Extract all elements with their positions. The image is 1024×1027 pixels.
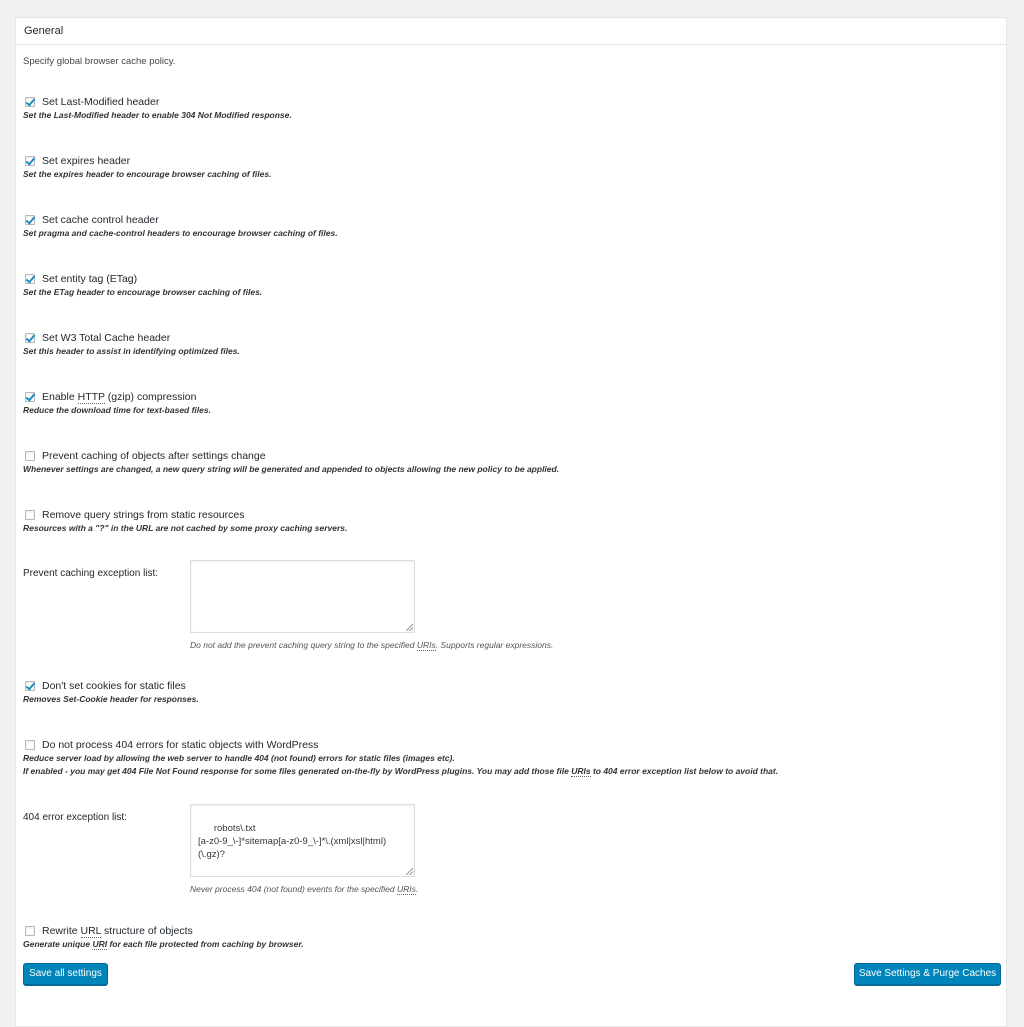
label-text-post: (gzip) compression [104,391,197,403]
option-label[interactable]: Don't set cookies for static files [42,680,186,692]
desc-text-pre: Never process 404 (not found) events for the specified [190,884,397,894]
uris-abbreviation: URIs [416,640,436,650]
save-purge-caches-button[interactable]: Save Settings & Purge Caches [854,963,1001,985]
option-cache-control [23,213,338,240]
http-abbreviation: HTTP [77,391,105,403]
w3tc-header-checkbox[interactable] [25,333,35,343]
option-etag [23,272,262,299]
option-prevent-caching-change [23,449,559,476]
option-label[interactable]: Set entity tag (ETag) [42,273,138,285]
gzip-checkbox[interactable] [25,392,35,402]
error-exception-textarea[interactable] [190,804,415,877]
option-label[interactable] [42,391,196,403]
last-modified-checkbox[interactable] [25,97,35,107]
intro-text: Specify global browser cache policy. [23,56,176,67]
option-description: Set the ETag header to encourage browser caching of files. [23,287,263,297]
option-no-404-processing [23,738,778,778]
no-cookies-checkbox[interactable] [25,681,35,691]
desc-text-pre: If enabled - you may get 404 File Not Found response for some files generated on-the-fly by WordPress plugins. You may add those file [23,766,572,776]
option-label[interactable]: Set cache control header [42,214,159,226]
option-last-modified [23,95,292,122]
option-label[interactable]: Do not process 404 errors for static objects with WordPress [42,739,319,751]
option-description: Set pragma and cache-control headers to encourage browser caching of files. [23,228,338,238]
option-description: Set the Last-Modified header to enable 304 Not Modified response. [23,110,292,120]
option-remove-query-strings [23,508,347,535]
panel-title: General [16,18,1006,45]
remove-query-strings-checkbox[interactable] [25,510,35,520]
option-no-cookies-static [23,679,199,706]
desc-text-post: for each file protected from caching by browser. [107,939,304,949]
option-label[interactable] [42,925,193,937]
option-description: Removes Set-Cookie header for responses. [23,694,199,704]
prevent-exception-description [190,640,553,650]
general-panel [15,17,1007,1027]
label-text-pre: Enable [42,391,78,403]
uris-abbreviation: URIs [396,884,416,894]
error-exception-label: 404 error exception list: [23,812,127,823]
option-description: Resources with a "?" in the URL are not cached by some proxy caching servers. [23,523,348,533]
option-description [23,938,304,951]
uri-abbreviation: URI [92,939,108,949]
option-description-extra [23,765,778,778]
desc-text-post: . Supports regular expressions. [435,640,554,650]
option-label[interactable]: Remove query strings from static resources [42,509,245,521]
prevent-caching-checkbox[interactable] [25,451,35,461]
option-label[interactable]: Set expires header [42,155,131,167]
option-description: Whenever settings are changed, a new query string will be generated and appended to objects allowing the new policy to be applied. [23,464,560,474]
desc-text-post: . [415,884,419,894]
option-expires [23,154,271,181]
option-description: Set the expires header to encourage browser caching of files. [23,169,272,179]
url-abbreviation: URL [80,925,102,937]
desc-text-post: to 404 error exception list below to avoid that. [590,766,779,776]
option-label[interactable]: Set W3 Total Cache header [42,332,171,344]
option-rewrite-url [23,924,304,951]
etag-checkbox[interactable] [25,274,35,284]
option-gzip [23,390,211,417]
option-description: Reduce the download time for text-based files. [23,405,211,415]
option-w3tc-header [23,331,240,358]
no-404-checkbox[interactable] [25,740,35,750]
option-description: Reduce server load by allowing the web server to handle 404 (not found) errors for static files (images etc). [23,753,455,763]
option-label[interactable]: Prevent caching of objects after settings change [42,450,266,462]
save-all-settings-button[interactable]: Save all settings [23,963,108,985]
label-text-post: structure of objects [101,925,193,937]
cache-control-checkbox[interactable] [25,215,35,225]
prevent-exception-textarea[interactable] [190,560,415,633]
uris-abbreviation: URIs [571,766,591,776]
textarea-value: robots\.txt [a-z0-9_\-]*sitemap[a-z0-9_\-]*\.(xml|xsl|html)(\.gz)? [198,823,387,860]
option-description: Set this header to assist in identifying optimized files. [23,346,240,356]
option-label[interactable]: Set Last-Modified header [42,96,160,108]
desc-text-pre: Do not add the prevent caching query string to the specified [190,640,417,650]
resize-handle-icon[interactable] [406,624,413,631]
label-text-pre: Rewrite [42,925,81,937]
resize-handle-icon[interactable] [406,868,413,875]
error-exception-description [190,884,418,894]
rewrite-url-checkbox[interactable] [25,926,35,936]
desc-text-pre: Generate unique [23,939,93,949]
prevent-exception-label: Prevent caching exception list: [23,568,159,579]
expires-checkbox[interactable] [25,156,35,166]
